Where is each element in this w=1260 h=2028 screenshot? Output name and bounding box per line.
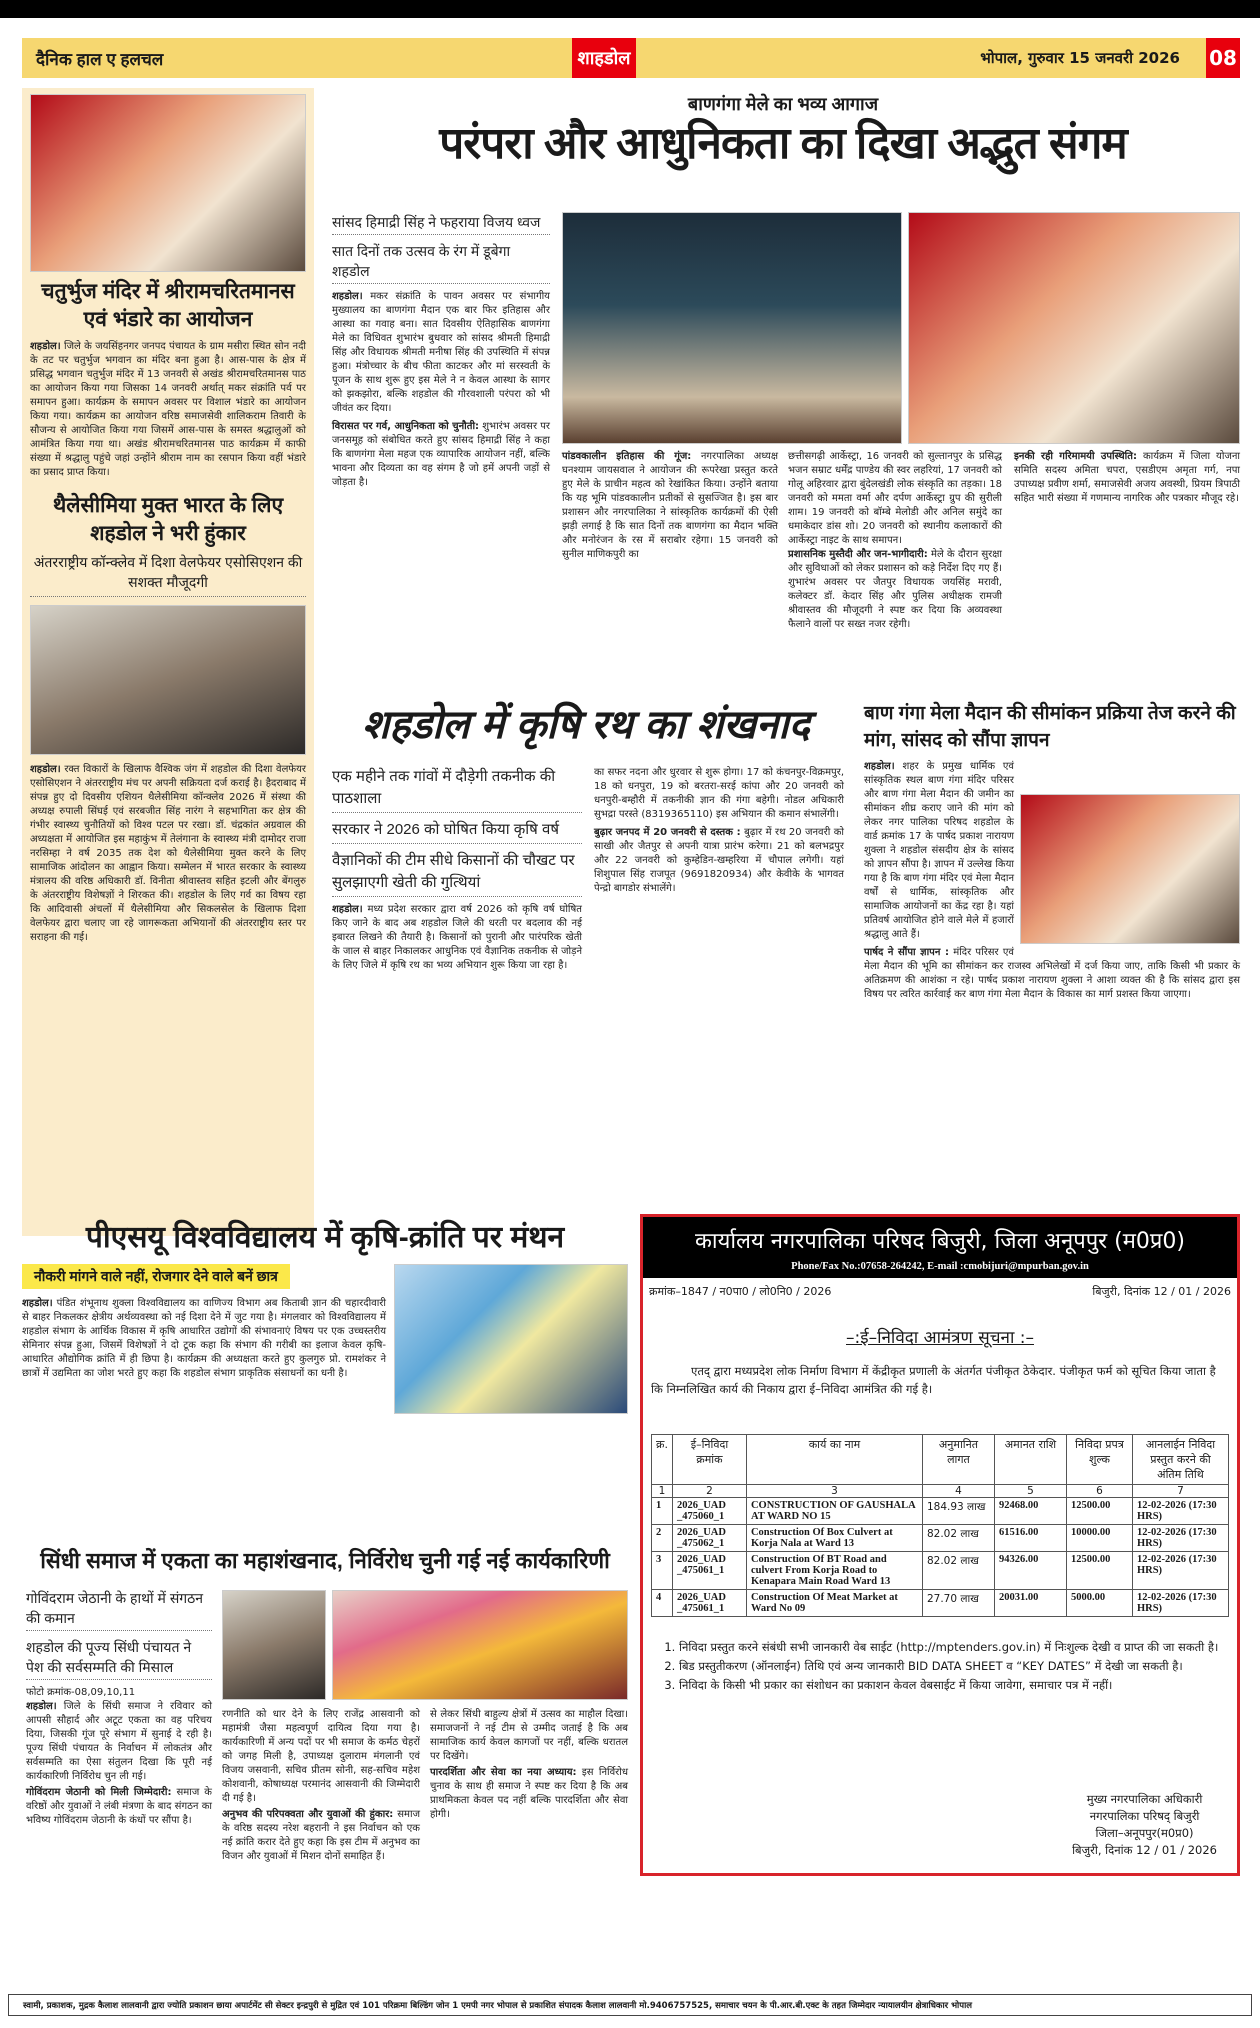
signatory-line: नगरपालिका परिषद् बिजुरी xyxy=(1089,1809,1200,1823)
lead-section3 xyxy=(562,450,778,562)
sindhi-story xyxy=(22,1546,628,1986)
lead-col4 xyxy=(1014,450,1240,506)
signatory-line: जिला–अनूपपुर(म0प्र0) xyxy=(1095,1826,1194,1840)
section-title: पार्षद ने सौंपा ज्ञापन : xyxy=(864,947,949,958)
dateline: शहडोल। xyxy=(26,1701,57,1712)
banganga-headline: बाण गंगा मेला मैदान की सीमांकन प्रक्रिया तेज करने की मांग, सांसद को सौंपा ज्ञापन xyxy=(864,703,1236,751)
colnum: 3 xyxy=(746,1485,922,1498)
section-text: बुढ़ार में रथ 20 जनवरी को साखी और जैतपुर से अपनी यात्रा प्रारंभ करेगा। 21 को बलभद्रपुर और 22 जनवरी को कुम्हेडिन-खम्हरिया में चौपाल लगेगी। यहां शिशुपाल सिंह राजपूत (9691820934) और केवीके के भागवत पेन्द्रो बागडोर संभालेंगे। xyxy=(594,827,845,894)
colnum: 7 xyxy=(1132,1485,1228,1498)
tender-notice xyxy=(640,1214,1240,1876)
psu-text: पंडित शंभूनाथ शुक्ला विश्वविद्यालय का वाणिज्य विभाग अब किताबी ज्ञान की चहारदीवारी से बाहर निकलकर क्षेत्रीय अर्थव्यवस्था को नई दिशा देने में जुट गया है। मंगलवार को विश्वविद्यालय में शहडोल संभाग के आर्थिक विकास में कृषि आधारित उद्योगों की संभावनाएं विषय पर एक उच्चस्तरीय सेमिनार संपन्न हुआ, जिसमें विशेषज्ञों ने दो टूक कहा कि संभाग की गरीबी का इलाज केवल कृषि-आधारित औद्योगिक क्रांति में ही छिपा है। कार्यक्रम की अध्यक्षता करते हुए कुलगुरु प्रो. रामशंकर ने छात्रों में उद्यमिता का जोश भरते हुए कहा कि शहडोल संभाग प्राकृतिक संसाधनों का धनी है। xyxy=(22,1298,386,1379)
lead-section4: छत्तीसगढ़ी आर्केस्ट्रा, 16 जनवरी को सुल्तानपुर के प्रसिद्ध भजन सम्राट धर्मेंद्र पाण्डेय की स्वर लहरियां, 17 जनवरी को गोलू अहिरवार द्वारा बुंदेलखंडी लोक संस्कृति का तड़का। 18 जनवरी को ममता वर्मा और दर्पण आर्केस्ट्रा ग्रुप की सुरीली शाम। 19 जनवरी को बॉम्बे मेलोडी और अनिल समुंदे का धमाकेदार डांस शो। 20 जनवरी को स्थानीय कलाकारों की आर्केस्ट्रा नाइट के साथ समापन। xyxy=(788,451,1002,546)
lead-story xyxy=(326,92,1240,692)
tender-cell-last-date: 12-02-2026 (17:30 HRS) xyxy=(1132,1525,1228,1552)
tender-cell-cost: 27.70 लाख xyxy=(922,1590,994,1617)
sindhi-col3-text: से लेकर सिंधी बाहुल्य क्षेत्रों में उत्सव का माहौल दिखा। समाजजनों ने नई टीम से उम्मीद जताई है कि अब सामाजिक कार्य केवल कागजों पर नहीं, बल्कि धरातल पर दिखेंगे। xyxy=(430,1709,628,1762)
tender-cell-work: Construction Of Box Culvert at Korja Nala at Ward 13 xyxy=(746,1525,922,1552)
agri-col2-text: का सफर नदना और धुरवार से शुरू होगा। 17 को कंचनपुर-विक्रमपुर, 18 को धनपुरा, 19 को बरतरा-सरई कांपा और 20 जनवरी को धनपुरी-बम्हौरी में तकनीकी ज्ञान की गंगा बहेगी। नोडल अधिकारी सुभद्रा परस्ते (8319365110) इस अभियान की कमान संभालेंगी। xyxy=(594,767,844,820)
tender-cell-cost: 184.93 लाख xyxy=(922,1498,994,1525)
col-emd: अमानत राशि xyxy=(994,1435,1066,1485)
tender-cell-work: Construction Of BT Road and culvert From Korja Road to Kenapara Main Road Ward 13 xyxy=(746,1552,922,1590)
col-last-date: आनलाईन निविदा प्रस्तुत करने की अंतिम तिथि xyxy=(1132,1435,1228,1485)
tender-cell-tender-no: 2026_UAD _475061_1 xyxy=(672,1590,746,1617)
lead-subhead-2: सात दिनों तक उत्सव के रंग में डूबेगा शहडोल xyxy=(332,241,550,284)
tender-table xyxy=(651,1434,1229,1617)
notice-title xyxy=(643,1325,1237,1348)
sindhi-photo-2 xyxy=(332,1590,628,1700)
dateline: शहडोल। xyxy=(22,1298,53,1309)
seminar-photo xyxy=(394,1264,628,1414)
section-text: इस निर्विरोध चुनाव के साथ ही समाज ने स्पष्ट कर दिया है कि अब प्राथमिकता केवल पद नहीं बल्कि पारदर्शिता और सेवा होगी। xyxy=(430,1767,629,1820)
story1-headline: चतुर्भुज मंदिर में श्रीरामचरितमानस एवं भंडारे का आयोजन xyxy=(41,280,295,331)
story2-body xyxy=(30,763,306,945)
conclave-photo xyxy=(30,605,306,755)
notice-ref-row xyxy=(643,1278,1237,1305)
temple-photo xyxy=(30,94,306,272)
agri-col2 xyxy=(594,766,844,896)
banganga-story xyxy=(864,700,1240,1210)
col-work: कार्य का नाम xyxy=(746,1435,922,1485)
dateline: शहडोल। xyxy=(332,291,363,302)
mela-stage-photo xyxy=(562,212,902,444)
tender-row xyxy=(652,1552,1229,1590)
section-text: कार्यक्रम में जिला योजना समिति सदस्य अमिता चपरा, एसडीएम अमृता गर्ग, नपा उपाध्यक्ष प्रवीण शर्मा, समाजसेवी अजय अवस्थी, प्रियम त्रिपाठी सहित भारी संख्या में गणमान्य नागरिक और पत्रकार मौजूद रहे। xyxy=(1014,451,1240,504)
psu-highlight: नौकरी मांगने वाले नहीं, रोजगार देने वाले बनें छात्र xyxy=(22,1264,290,1289)
sindhi-subhead-1: गोविंदराम जेठानी के हाथों में संगठन की कमान xyxy=(26,1588,212,1631)
tender-cell-fee: 12500.00 xyxy=(1066,1498,1132,1525)
tender-cell-last-date: 12-02-2026 (17:30 HRS) xyxy=(1132,1552,1228,1590)
tender-cell-tender-no: 2026_UAD _475062_1 xyxy=(672,1525,746,1552)
lead-subhead-1: सांसद हिमाद्री सिंह ने फहराया विजय ध्वज xyxy=(332,212,550,235)
lead-text: मकर संक्रांति के पावन अवसर पर संभागीय मुख्यालय का बाणगंगा मैदान एक बार फिर इतिहास और आस्था का गवाह बना। सात दिवसीय ऐतिहासिक बाणगंगा मेले का विधिवत शुभारंभ बुधवार को सांसद श्रीमती हिमाद्री सिंह और विधायक श्रीमती मनीषा सिंह की उपस्थिति में संपन्न हुआ। मंत्रोच्चार के बीच फीता काटकर और मां सरस्वती के पूजन के साथ शुरू हुए इस मेले ने न केवल आस्था के सागर को झकझोरा, बल्कि शहडोल की गौरवशाली परंपरा को भी जीवंत कर दिया। xyxy=(332,291,550,414)
notice-header xyxy=(643,1217,1237,1278)
tender-header-row xyxy=(652,1435,1229,1485)
sindhi-section xyxy=(26,1786,212,1828)
tender-cell-emd: 92468.00 xyxy=(994,1498,1066,1525)
banganga-section xyxy=(864,946,1240,1002)
left-column xyxy=(22,88,314,1236)
notice-office: कार्यालय नगरपालिका परिषद बिजुरी, जिला अनूपपुर (म0प्र0) xyxy=(694,1229,1186,1254)
tender-cell-last-date: 12-02-2026 (17:30 HRS) xyxy=(1132,1498,1228,1525)
tender-cell-fee: 5000.00 xyxy=(1066,1590,1132,1617)
section-title: अनुभव की परिपक्वता और युवाओं की हुंकार: xyxy=(222,1809,394,1820)
note-item: 1. निविदा प्रस्तुत करने संबंधी सभी जानकारी वेब साईट (http://mptenders.gov.in) में निःशुल्क देखी व प्राप्त की जा सकती है। xyxy=(679,1639,1223,1656)
sindhi-headline: सिंधी समाज में एकता का महाशंखनाद, निर्विरोध चुनी गई नई कार्यकारिणी xyxy=(40,1548,610,1573)
agri-subhead-2: सरकार ने 2026 को घोषित किया कृषि वर्ष xyxy=(332,819,582,844)
lead-col3 xyxy=(788,450,1002,632)
sindhi-col3-section xyxy=(430,1766,628,1822)
lead-headline: परंपरा और आधुनिकता का दिखा अद्भुत संगम xyxy=(439,119,1127,168)
lead-col2 xyxy=(562,450,778,562)
tender-cell-cost: 82.02 लाख xyxy=(922,1525,994,1552)
tender-cell-tender-no: 2026_UAD _475061_1 xyxy=(672,1552,746,1590)
tender-cell-cost: 82.02 लाख xyxy=(922,1552,994,1590)
section-text: समाज के वरिष्ठ सदस्य नरेश बहरानी ने इस निर्वाचन को एक नई क्रांति करार देते हुए कहा कि इस टीम में अनुभव का विजन और युवाओं में मिशन दोनों समाहित हैं। xyxy=(222,1809,420,1862)
agri-subhead-1: एक महीने तक गांवों में दौड़ेगी तकनीक की पाठशाला xyxy=(332,766,582,813)
lead-col1 xyxy=(332,212,550,490)
masthead xyxy=(22,38,1240,78)
section-title: इनकी रही गरिमामयी उपस्थिति: xyxy=(1014,451,1137,462)
notice-notes xyxy=(679,1639,1223,1694)
tender-cell-work: Construction Of Meat Market at Ward No 09 xyxy=(746,1590,922,1617)
tender-cell-emd: 94326.00 xyxy=(994,1552,1066,1590)
notice-place-date: बिजुरी, दिनांक 12 / 01 / 2026 xyxy=(1092,1285,1231,1298)
story2-headline: थैलेसीमिया मुक्त भारत के लिए शहडोल ने भरी हुंकार xyxy=(52,494,284,545)
psu-story xyxy=(22,1218,628,1518)
dateline: शहडोल। xyxy=(864,761,895,772)
agri-body xyxy=(332,903,582,973)
colnum: 4 xyxy=(922,1485,994,1498)
tender-cell-fee: 10000.00 xyxy=(1066,1525,1132,1552)
section-title: विरासत पर गर्व, आधुनिकता को चुनौती: xyxy=(332,421,480,432)
section-badge: शाहडोल xyxy=(572,38,636,78)
tender-row xyxy=(652,1498,1229,1525)
tender-cell-sr: 2 xyxy=(652,1525,673,1552)
dateline: शहडोल। xyxy=(332,904,363,915)
colnum: 2 xyxy=(672,1485,746,1498)
sindhi-text: जिले के सिंधी समाज ने रविवार को आपसी सौहार्द और अटूट एकता का वह परिचय दिया, जिसकी गूंज पूरे संभाग में सुनाई दे रही है। पूज्य सिंधी पंचायत के निर्वाचन में लोकतंत्र और सर्वसम्मति का ऐसा संतुलन दिखा कि पूरी नई कार्यकारिणी निर्विरोध चुन ली गई। xyxy=(26,1701,212,1782)
notice-signatory xyxy=(1072,1791,1217,1859)
note-item: 2. बिड प्रस्तुतीकरण (ऑनलाईन) तिथि एवं अन्य जानकारी BID DATA SHEET व “KEY DATES” में देखी जा सकती है। xyxy=(679,1658,1223,1675)
banganga-text: शहर के प्रमुख धार्मिक एवं सांस्कृतिक स्थल बाण गंगा मंदिर परिसर और बाण गंगा मेला मैदान की जमीन का सीमांकन शीघ्र कराए जाने की मांग को लेकर नगर पालिका परिषद शहडोल के वार्ड क्रमांक 17 के पार्षद प्रकाश नारायण शुक्ला ने शहडोल संसदीय क्षेत्र के सांसद को ज्ञापन सौंपा है। ज्ञापन में उल्लेख किया गया है कि बाण गंगा मंदिर एवं मेला मैदान वर्षों से धार्मिक, सांस्कृतिक और सामाजिक आयोजनों का केंद्र रहा है। यहां प्रतिवर्ष आयोजित होने वाले मेले में हजारों श्रद्धालु आते हैं। xyxy=(864,761,1014,940)
section-title: प्रशासनिक मुस्तैदी और जन-भागीदारी: xyxy=(788,549,928,560)
tender-row xyxy=(652,1525,1229,1552)
lead-section5 xyxy=(788,548,1002,632)
section-title: पांडवकालीन इतिहास की गूंज: xyxy=(562,451,692,462)
tender-cell-last-date: 12-02-2026 (17:30 HRS) xyxy=(1132,1590,1228,1617)
section-text: समाज के वरिष्ठों और युवाओं ने लंबी मंत्रणा के बाद संगठन का भविष्य गोविंदराम जेठानी के कंधों पर सौंपा है। xyxy=(26,1787,212,1826)
dateline: शहडोल। xyxy=(30,341,61,352)
section-text: शुभारंभ अवसर पर जनसमूह को संबोधित करते हुए सांसद हिमाद्री सिंह ने कहा कि बाणगंगा मेला महज एक व्यापारिक आयोजन नहीं, बल्कि भावना और दिव्यता का वह संगम है जो हमें अपनी जड़ों से जोड़ता है। xyxy=(332,421,550,488)
imprint-text: स्वामी, प्रकाशक, मुद्रक कैलाश लालवानी द्वारा ज्योति प्रकाशन छाया अपार्टमेंट सी सेक्टर इन्द्रपुरी से मुद्रित एवं 101 परिक्रमा बिल्डिंग जोन 1 एमपी नगर भोपाल से प्रकाशित संपादक कैलाश लालवानी मो.9406757525, समाचार चयन के पी.आर.बी.एक्ट के तहत जिम्मेदार न्यायालयीन क्षेत्राधिकार भोपाल xyxy=(23,2000,973,2011)
section-text: नगरपालिका अध्यक्ष घनश्याम जायसवाल ने आयोजन की रूपरेखा प्रस्तुत करते हुए मेले के प्राचीन महत्व को रेखांकित किया। उन्होंने बताया कि यह भूमि पांडवकालीन प्रतीकों से सुसज्जित है। इस बार प्रशासन और नगरपालिका ने सांस्कृतिक कार्यक्रमों की ऐसी झड़ी लगाई है कि सात दिनों तक बाणगंगा का मैदान भक्ति और मनोरंजन के रस में सराबोर रहेगा। 15 जनवरी को सुनील माणिकपुरी का xyxy=(562,451,779,560)
top-black-band xyxy=(0,0,1260,18)
story2-subhead: अंतरराष्ट्रीय कॉन्क्लेव में दिशा वेलफेयर एसोसिएशन की सशक्त मौजूदगी xyxy=(30,552,306,597)
section-title: पारदर्शिता और सेवा का नया अध्याय: xyxy=(430,1767,577,1778)
dateline: शहडोल। xyxy=(30,764,61,775)
section-title: गोविंदराम जेठानी को मिली जिम्मेदारी: xyxy=(26,1787,172,1798)
sindhi-body xyxy=(26,1700,212,1784)
sindhi-photo-1 xyxy=(222,1590,326,1700)
tender-cell-emd: 61516.00 xyxy=(994,1525,1066,1552)
section-text: मेले के दौरान सुरक्षा और सुविधाओं को लेकर प्रशासन को कड़े निर्देश दिए गए हैं। शुभारंभ अवसर पर जैतपुर विधायक जयसिंह मरावी, कलेक्टर डॉ. केदार सिंह और पुलिस अधीक्षक रामजी श्रीवास्तव की मौजूदगी ने स्पष्ट कर दिया कि अव्यवस्था फैलाने वालों पर सख्त नजर रहेगी। xyxy=(788,549,1002,630)
agri-subhead-3: वैज्ञानिकों की टीम सीधे किसानों की चौखट पर सुलझाएगी खेती की गुत्थियां xyxy=(332,850,582,897)
notice-ref-no: क्रमांक–1847 / न0पा0 / लो0नि0 / 2026 xyxy=(649,1285,832,1298)
sindhi-col2-text: रणनीति को धार देने के लिए राजेंद्र आसवानी को महामंत्री जैसा महत्वपूर्ण दायित्व दिया गया है। कार्यकारिणी में अन्य पदों पर भी समाज के कर्मठ चेहरों को जगह मिली है, उपाध्यक्ष दुलाराम मंगलानी एवं विजय जसवानी, सचिव प्रीतम सोनी, सह-सचिव महेश कोशवानी, कोषाध्यक्ष परमानंद आसवानी की जिम्मेदारी दी गई है। xyxy=(222,1709,420,1804)
col-sr: क्र. xyxy=(652,1435,673,1485)
tender-cell-sr: 1 xyxy=(652,1498,673,1525)
paper-name: दैनिक हाल ए हलचल xyxy=(36,49,164,69)
agri-col1 xyxy=(332,766,582,973)
col-cost: अनुमानित लागत xyxy=(922,1435,994,1485)
photo-ref: फोटो क्रमांक-08,09,10,11 xyxy=(26,1687,136,1698)
col-fee: निविदा प्रपत्र शुल्क xyxy=(1066,1435,1132,1485)
tender-cell-emd: 20031.00 xyxy=(994,1590,1066,1617)
ribbon-cutting-photo xyxy=(908,212,1240,444)
tender-row xyxy=(652,1590,1229,1617)
colnum: 5 xyxy=(994,1485,1066,1498)
page-number: 08 xyxy=(1206,38,1240,78)
notice-intro: एतद् द्वारा मध्यप्रदेश लोक निर्माण विभाग में केंद्रीकृत प्रणाली के अंतर्गत पंजीकृत ठेकेदार. पंजीकृत फर्म को सूचित किया जाता है कि निम्नलिखित कार्य की निकाय द्वारा ई–निविदा आमंत्रित की गई है। xyxy=(651,1364,1216,1396)
lead-section6 xyxy=(1014,450,1240,506)
tender-cell-work: CONSTRUCTION OF GAUSHALA AT WARD NO 15 xyxy=(746,1498,922,1525)
colnum: 1 xyxy=(652,1485,673,1498)
sindhi-subhead-2: शहडोल की पूज्य सिंधी पंचायत ने पेश की सर्वसम्मति की मिसाल xyxy=(26,1637,212,1680)
tender-cell-sr: 4 xyxy=(652,1590,673,1617)
story1-body xyxy=(30,340,306,480)
tender-cell-tender-no: 2026_UAD _475060_1 xyxy=(672,1498,746,1525)
agri-col2-section xyxy=(594,826,844,896)
agri-text: मध्य प्रदेश सरकार द्वारा वर्ष 2026 को कृषि वर्ष घोषित किए जाने के बाद अब शहडोल जिले की धरती पर बदलाव की नई इबारत लिखने की तैयारी है। किसानों को पुरानी और पारंपरिक खेती के जाल से बाहर निकालकर आधुनिक एवं वैज्ञानिक तकनीक से जोड़ने के लिए जिले में कृषि रथ का भव्य अभियान शुरू किया जा रहा है। xyxy=(332,904,582,971)
tender-cell-fee: 12500.00 xyxy=(1066,1552,1132,1590)
issue-date: भोपाल, गुरुवार 15 जनवरी 2026 xyxy=(980,49,1180,67)
section-title: बुढ़ार जनपद में 20 जनवरी से दस्तक : xyxy=(594,827,741,838)
lead-kicker: बाणगंगा मेले का भव्य आगाज xyxy=(687,94,879,114)
sindhi-col2 xyxy=(222,1708,420,1864)
sindhi-col2-section xyxy=(222,1808,420,1864)
tender-cell-sr: 3 xyxy=(652,1552,673,1590)
signatory-line: बिजुरी, दिनांक 12 / 01 / 2026 xyxy=(1072,1843,1217,1857)
story1-text: जिले के जयसिंहनगर जनपद पंचायत के ग्राम मसीरा स्थित सोन नदी के तट पर चतुर्भुज भगवान का मंदिर बना हुआ है। आस-पास के क्षेत्र में प्रसिद्ध भगवान चतुर्भुज मंदिर में 13 जनवरी से अखंड श्रीरामचरितमानस पाठ का आयोजन किया गया जिसका 14 जनवरी अर्थात् मकर संक्रांति पर्व पर समापन हुआ। कार्यक्रम के समापन अवसर पर विशाल भंडारे का आयोजन किया गया। कार्यक्रम का आयोजन वरिष्ठ समाजसेवी शालिकराम तिवारी के सौजन्य से आयोजित किया गया जिसमें आस-पास के समस्त श्रद्धालुओं को आमंत्रित किया गया था। अखंड श्रीरामचरितमानस पाठ कार्यक्रम में काफी संख्या में श्रद्धालु पहुंचे जहां उन्होंने श्रीराम नाम का रसपान किया वहीं भंडारे का प्रसाद प्राप्त किया। xyxy=(30,341,306,478)
imprint-footer xyxy=(8,1994,1252,2016)
notice-contact: Phone/Fax No.:07658-264242, E-mail :cmobijuri@mpurban.gov.in xyxy=(791,1261,1089,1272)
story2-text: रक्त विकारों के खिलाफ वैश्विक जंग में शहडोल की दिशा वेलफेयर एसोसिएशन ने अंतरराष्ट्रीय मंच पर अपनी सक्रियता दर्ज कराई है। हैदराबाद में संपन्न हुए दो दिवसीय एशियन थैलेसीमिया कॉन्क्लेव 2026 में संस्था की अध्यक्ष रुपाली सिंघई एवं सरबजीत सिंह नारंग ने सहभागिता कर क्षेत्र की गंभीर स्वास्थ्य चुनौतियों को विश्व पटल पर रखा। डॉ. चंद्रकांत अग्रवाल की अध्यक्षता में आयोजित इस महाकुंभ में तेलंगाना के स्वास्थ्य मंत्री दामोदर राजा नरसिम्हा ने वर्ष 2035 तक देश को थैलेसीमिया मुक्त करने के लिए सामाजिक आंदोलन का आह्वान किया। सम्मेलन में भारत सरकार के स्वास्थ्य मंत्रालय की वरिष्ठ अधिकारी डॉ. विनीता श्रीवास्तव सहित इटली और बेंगलुरु के अंतरराष्ट्रीय विशेषज्ञों ने शिरकत की। शहडोल के लिए गर्व का विषय रहा कि आदिवासी अंचलों में थैलेसीमिया और सिकलसेल के खिलाफ दिशा वेलफेयर द्वारा चलाए जा रहे जागरूकता अभियानों की अंतरराष्ट्रीय स्तर पर सराहना की गई। xyxy=(30,764,306,943)
note-item: 3. निविदा के किसी भी प्रकार का संशोधन का प्रकाशन केवल वेबसाईट में किया जावेगा, समाचार पत्र में नहीं। xyxy=(679,1677,1223,1694)
signatory-line: मुख्य नगरपालिका अधिकारी xyxy=(1086,1792,1203,1806)
lead-body xyxy=(332,290,550,416)
agri-story xyxy=(326,700,846,1210)
tender-number-row xyxy=(652,1485,1229,1498)
psu-headline: पीएसयू विश्वविद्यालय में कृषि-क्रांति पर मंथन xyxy=(85,1221,565,1254)
sindhi-col1 xyxy=(26,1588,212,1828)
section-text: मंदिर परिसर एवं मेला मैदान की भूमि का सीमांकन कर राजस्व अभिलेखों में दर्ज किया जाए, ताकि किसी भी प्रकार के अतिक्रमण की आशंका न रहे। पार्षद प्रकाश नारायण शुक्ला ने आशा व्यक्त की है कि सांसद द्वारा इस विषय पर त्वरित कार्रवाई कर बाण गंगा मेला मैदान के विकास का मार्ग प्रशस्त किया जाएगा। xyxy=(864,947,1240,1000)
lead-section2 xyxy=(332,420,550,490)
colnum: 6 xyxy=(1066,1485,1132,1498)
agri-headline: शहडोल में कृषि रथ का शंखनाद xyxy=(362,703,810,747)
col-tender-no: ई–निविदा क्रमांक xyxy=(672,1435,746,1485)
memorandum-photo xyxy=(1020,794,1240,944)
notice-title-text: –:ई–निविदा आमंत्रण सूचना :– xyxy=(846,1328,1034,1348)
sindhi-col3 xyxy=(430,1708,628,1822)
